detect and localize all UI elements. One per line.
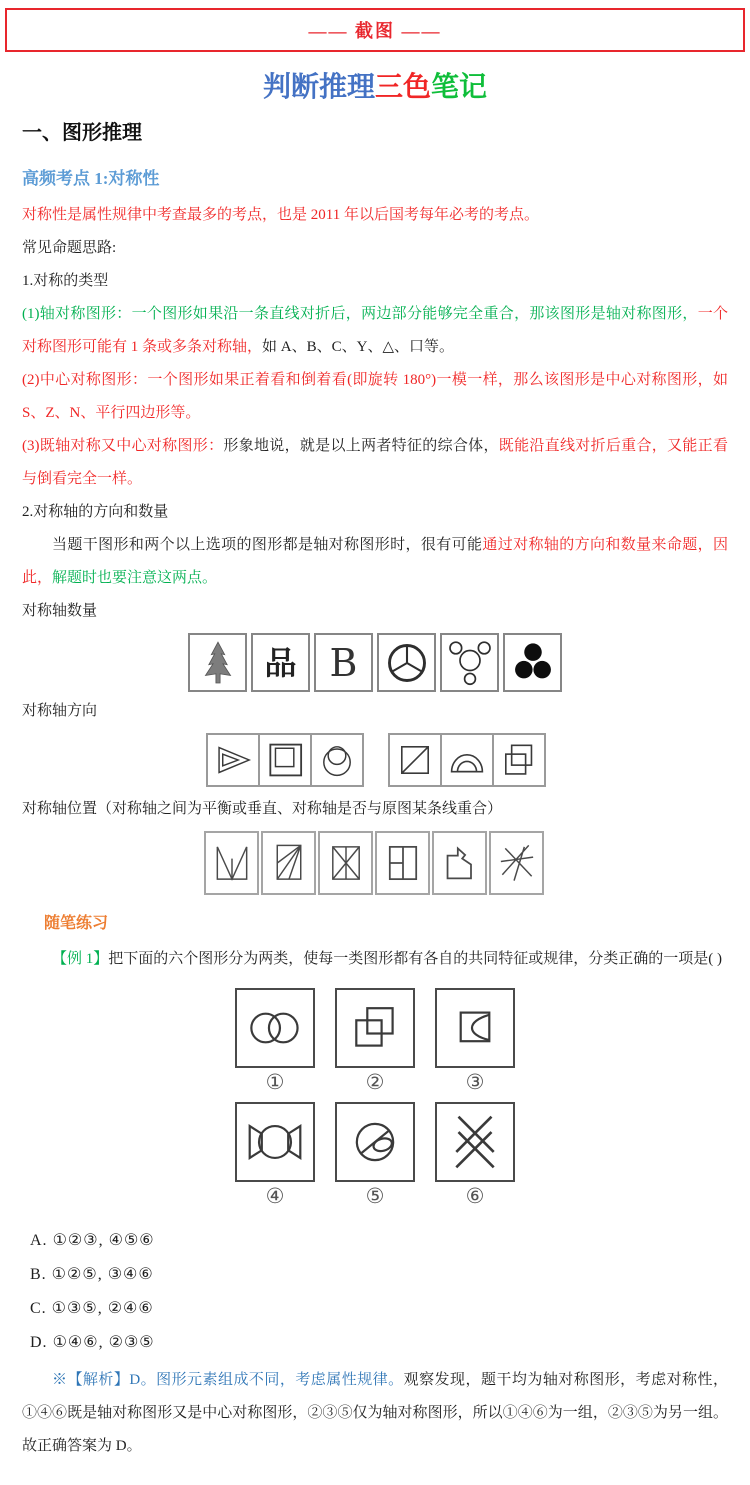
p4-black-segment: 当题干图形和两个以上选项的图形都是轴对称图形时，很有可能 (52, 537, 483, 553)
option-text: ①④⑥, ②③⑤ (52, 1334, 155, 1351)
puzzle-box (435, 1102, 515, 1182)
axis-direction-label: 对称轴方向 (22, 703, 98, 719)
puzzle-box (335, 1102, 415, 1182)
figure-number-label: ④ (265, 1184, 285, 1208)
figure-cell (440, 633, 499, 692)
figure-cell (261, 831, 316, 895)
title-part-blue: 判断推理 (262, 72, 375, 103)
title-part-green: 笔记 (431, 72, 488, 103)
puzzle-box (435, 988, 515, 1068)
candy-icon (242, 1109, 308, 1175)
dome-icon (445, 738, 489, 782)
figure-cell (432, 831, 487, 895)
letter-b-icon: B (329, 640, 358, 685)
topic-heading: 高频考点 1:对称性 (22, 169, 160, 188)
analysis-blue-segment: ※【解析】D。图形元素组成不同，考虑属性规律。 (52, 1372, 404, 1388)
figure-cell (375, 831, 430, 895)
axis-position-label: 对称轴位置（对称轴之间为平衡或垂直、对称轴是否与原图某条线重合） (22, 801, 503, 817)
paragraph-axial-symmetry (22, 298, 728, 364)
puzzle-box (235, 1102, 315, 1182)
figure-cell (440, 733, 494, 787)
figure-cell (251, 633, 310, 692)
double-x-icon (442, 1109, 508, 1175)
p4-green-segment: 解题时也要注意这两点。 (52, 570, 218, 586)
figure-cell (188, 633, 247, 692)
paragraph-axis-hint (22, 529, 728, 595)
example-tag: 【例 1】 (52, 951, 109, 967)
option-c (30, 1292, 728, 1326)
axis-position-figure-row (0, 831, 750, 895)
rect-x-midline-icon (324, 837, 368, 889)
axis-count-figure-row (0, 633, 750, 692)
axis-direction-figure-row (0, 733, 750, 787)
puzzle-cell-4 (235, 1102, 315, 1210)
screenshot-banner (5, 8, 745, 52)
option-a (30, 1224, 728, 1258)
figure-cell (314, 633, 373, 692)
puzzle-cell-3 (435, 988, 515, 1096)
w-figure-icon (210, 837, 254, 889)
square-arc-icon (442, 995, 508, 1061)
puzzle-box (335, 988, 415, 1068)
clover-icon (508, 638, 558, 688)
example-text: 把下面的六个图形分为两类，使每一类图形都有各自的共同特征或规律，分类正确的一项是( ) (108, 951, 723, 967)
common-idea-line: 常见命题思路: (22, 240, 117, 256)
kite-rect-icon (267, 837, 311, 889)
nested-squares-icon (263, 738, 307, 782)
page-title (0, 71, 750, 105)
option-text: ①③⑤, ②④⑥ (51, 1300, 154, 1317)
intro-paragraph (22, 199, 728, 232)
figure-cell (377, 633, 436, 692)
figure-cell (492, 733, 546, 787)
figure-number-label: ⑥ (465, 1184, 485, 1208)
p3-red-segment-1: (3)既轴对称又中心对称图形： (22, 438, 224, 454)
two-squares-icon (342, 995, 408, 1061)
figure-number-label: ① (265, 1070, 285, 1094)
type-heading-line: 1.对称的类型 (22, 273, 109, 289)
option-text: ①②③, ④⑤⑥ (52, 1232, 155, 1249)
direction-group-2 (388, 733, 544, 787)
figure-number-label: ③ (465, 1070, 485, 1094)
puzzle-cell-5 (335, 1102, 415, 1210)
title-part-red: 三色 (374, 72, 431, 103)
example-figure-grid (225, 988, 525, 1210)
figure-cell (388, 733, 442, 787)
puzzle-cell-6 (435, 1102, 515, 1210)
square-diagonal-icon (393, 738, 437, 782)
puzzle-cell-2 (335, 988, 415, 1096)
option-text: ①②⑤, ③④⑥ (51, 1266, 154, 1283)
figure-cell (310, 733, 364, 787)
section-heading: 一、图形推理 (22, 122, 142, 144)
p1-red-segment: 一个对称图形可能有 1 条或多条对称轴， (22, 306, 728, 355)
nested-triangles-icon (211, 738, 255, 782)
circle-chord-ellipse-icon (342, 1109, 408, 1175)
body-text-block (22, 199, 728, 628)
puzzle-box (235, 988, 315, 1068)
p1-black-segment: 如 A、B、C、Y、△、口等。 (262, 339, 454, 355)
figure-cell (206, 733, 260, 787)
figure-number-label: ② (365, 1070, 385, 1094)
two-circles-icon (242, 995, 308, 1061)
option-b (30, 1258, 728, 1292)
option-label: B. (30, 1266, 47, 1283)
circle-cluster-icon (445, 638, 495, 688)
analysis-black-segment: 观察发现，题干均为轴对称图形，考虑对称性，①④⑥既是轴对称图形又是中心对称图形，②③⑤仅为轴对称图形，所以①④⑥为一组，②③⑤为另一组。故正确答案为 D。 (22, 1372, 728, 1454)
concentric-circles-icon (315, 738, 359, 782)
p3-red-segment-2: 既能沿直线对折后重合，又能正看与倒看完全一样。 (22, 438, 728, 487)
direction-group-1 (206, 733, 362, 787)
p3-black-segment: 形象地说，就是以上两者特征的综合体， (223, 438, 499, 454)
pine-tree-icon (193, 638, 243, 688)
banner-label: —— 截图 —— (308, 21, 442, 41)
figure-number-label: ⑤ (365, 1184, 385, 1208)
figure-cell (204, 831, 259, 895)
figure-cell (318, 831, 373, 895)
wheel-three-spokes-icon (382, 638, 432, 688)
figure-cell (503, 633, 562, 692)
overlapping-squares-icon (497, 738, 541, 782)
puzzle-cell-1 (235, 988, 315, 1096)
paragraph-central-symmetry (22, 364, 728, 430)
option-label: C. (30, 1300, 47, 1317)
p1-green-segment: (1)轴对称图形：一个图形如果沿一条直线对折后，两边部分能够完全重合，那该图形是轴对称图形， (22, 306, 698, 322)
p4-red-segment: 通过对称轴的方向和数量来命题，因此， (22, 537, 728, 586)
p2-red-text: (2)中心对称图形：一个图形如果正着看和倒着看(即旋转 180°)一模一样，那么该图形是中心对称图形，如 S、Z、N、平行四边形等。 (22, 372, 728, 421)
analysis-paragraph (22, 1364, 728, 1485)
pin-character-icon: 品 (264, 644, 297, 681)
axis-heading-line: 2.对称轴的方向和数量 (22, 504, 169, 520)
option-label: A. (30, 1232, 48, 1249)
figure-cell (258, 733, 312, 787)
irregular-polygon-icon (438, 837, 482, 889)
window-pane-icon (381, 837, 425, 889)
figure-cell (489, 831, 544, 895)
practice-heading: 随笔练习 (44, 915, 109, 932)
answer-options (30, 1224, 728, 1360)
intro-red-text: 对称性是属性规律中考查最多的考点，也是 2011 年以后国考每年必考的考点。 (22, 207, 539, 223)
option-label: D. (30, 1334, 48, 1351)
crossed-lines-icon (495, 837, 539, 889)
example-paragraph (22, 943, 728, 976)
axis-count-label: 对称轴数量 (22, 603, 98, 619)
paragraph-both-symmetry (22, 430, 728, 496)
option-d (30, 1326, 728, 1360)
